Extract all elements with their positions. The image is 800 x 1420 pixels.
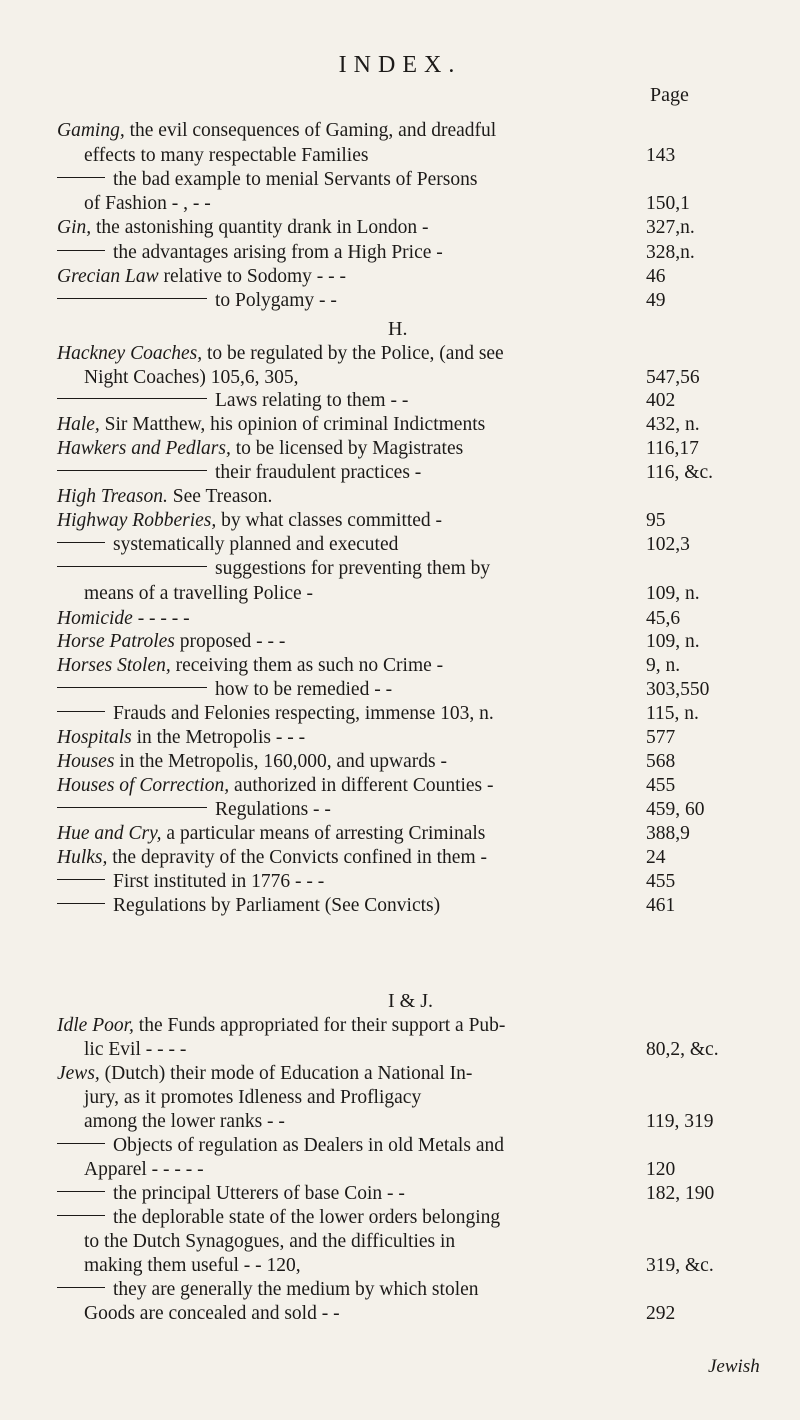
entry-text	[84, 1231, 455, 1253]
entry-description: the advantages arising from a High Price -	[113, 242, 443, 263]
index-entry	[57, 655, 780, 679]
entry-text	[57, 120, 496, 142]
entry-text	[57, 217, 429, 239]
entry-description: Laws relating to them - -	[215, 390, 409, 411]
section-heading: H.	[388, 318, 408, 340]
index-entry	[84, 1303, 780, 1327]
index-entry	[84, 367, 780, 391]
entry-description: the evil consequences of Gaming, and dreadful	[124, 120, 497, 141]
ditto-rule	[57, 566, 207, 567]
index-entry	[57, 1207, 780, 1231]
entry-description: Regulations - -	[215, 799, 331, 820]
entry-heading: Grecian Law	[57, 266, 159, 287]
entry-description: a particular means of arresting Criminals	[161, 823, 486, 844]
entry-description: the depravity of the Convicts confined in them -	[107, 847, 487, 868]
entry-heading: Hospitals	[57, 727, 132, 748]
page-reference: 80,2, &c.	[646, 1039, 719, 1060]
index-entry	[57, 1135, 780, 1159]
page-reference: 577	[646, 727, 676, 748]
entry-text	[84, 1111, 285, 1133]
index-entry	[84, 1159, 780, 1183]
page-reference: 46	[646, 266, 666, 287]
page-reference: 328,n.	[646, 242, 695, 263]
page-reference: 459, 60	[646, 799, 705, 820]
entry-description: the astonishing quantity drank in London -	[91, 217, 429, 238]
ditto-rule	[57, 542, 105, 543]
page-reference: 24	[646, 847, 666, 868]
entry-description: (Dutch) their mode of Education a National In-	[99, 1063, 473, 1084]
page-reference: 109, n.	[646, 583, 700, 604]
entry-text	[57, 847, 487, 869]
entry-text	[57, 558, 490, 580]
entry-text	[84, 1303, 340, 1325]
entry-text	[84, 1255, 301, 1277]
index-entry	[57, 751, 780, 775]
entry-heading: Hawkers and Pedlars,	[57, 438, 231, 459]
page-reference: 150,1	[646, 193, 690, 214]
entry-text	[57, 799, 331, 821]
page-reference: 143	[646, 145, 676, 166]
ditto-rule	[57, 687, 207, 688]
section-heading: I & J.	[388, 990, 433, 1012]
index-entry	[57, 558, 780, 582]
entry-text	[57, 727, 305, 749]
ditto-rule	[57, 903, 105, 904]
index-entry	[57, 242, 780, 266]
index-entry	[57, 390, 780, 414]
page-reference: 95	[646, 510, 666, 531]
entry-text	[84, 145, 368, 167]
entry-description: the principal Utterers of base Coin - -	[113, 1183, 405, 1204]
page-reference: 455	[646, 871, 676, 892]
entry-description: systematically planned and executed	[113, 534, 399, 555]
page-reference: 432, n.	[646, 414, 700, 435]
ditto-rule	[57, 1191, 105, 1192]
page-reference: 547,56	[646, 367, 700, 388]
entry-description: See Treason.	[167, 486, 273, 507]
index-entry	[57, 679, 780, 703]
entry-description: in the Metropolis, 160,000, and upwards -	[114, 751, 447, 772]
index-entry	[57, 510, 780, 534]
index-entry	[84, 1087, 780, 1111]
entry-description: Regulations by Parliament (See Convicts)	[113, 895, 441, 916]
entry-text	[57, 608, 190, 630]
entry-description: Frauds and Felonies respecting, immense 103, n.	[113, 703, 494, 724]
entry-description: among the lower ranks - -	[84, 1111, 285, 1132]
entry-description: by what classes committed -	[216, 510, 443, 531]
entry-text	[57, 390, 408, 412]
index-entry	[57, 414, 780, 438]
entry-description: Goods are concealed and sold - -	[84, 1303, 340, 1324]
index-entry	[57, 343, 780, 367]
entry-text	[57, 703, 494, 725]
entry-description: First instituted in 1776 - - -	[113, 871, 325, 892]
entry-description: the bad example to menial Servants of Persons	[113, 169, 478, 190]
entry-heading: Hackney Coaches,	[57, 343, 203, 364]
index-entry	[57, 775, 780, 799]
entry-description: of Fashion - , - -	[84, 193, 211, 214]
index-entry	[57, 823, 780, 847]
ditto-rule	[57, 470, 207, 471]
page-reference: 116, &c.	[646, 462, 713, 483]
index-entry	[57, 703, 780, 727]
entry-heading: Gin,	[57, 217, 92, 238]
index-entry	[84, 1039, 780, 1063]
entry-heading: Hale,	[57, 414, 100, 435]
entry-text	[57, 895, 440, 917]
entry-text	[57, 1183, 405, 1205]
entry-text	[57, 631, 285, 653]
entry-text	[57, 751, 447, 773]
entry-description: jury, as it promotes Idleness and Profligacy	[84, 1087, 422, 1108]
entry-text	[84, 1039, 186, 1061]
index-entry	[57, 486, 780, 510]
entry-description: the Funds appropriated for their support a Pub-	[133, 1015, 506, 1036]
entry-description: how to be remedied - -	[215, 679, 393, 700]
entry-text	[84, 583, 313, 605]
page-reference: 327,n.	[646, 217, 695, 238]
entry-description: to be licensed by Magistrates	[230, 438, 464, 459]
page-reference: 303,550	[646, 679, 710, 700]
index-entry	[57, 799, 780, 823]
entry-description: receiving them as such no Crime -	[170, 655, 444, 676]
entry-description: in the Metropolis - - -	[131, 727, 306, 748]
entry-heading: Jews,	[57, 1063, 100, 1084]
page-reference: 9, n.	[646, 655, 681, 676]
entry-text	[57, 169, 477, 191]
page-reference: 119, 319	[646, 1111, 714, 1132]
entry-text	[57, 823, 485, 845]
entry-description: suggestions for preventing them by	[215, 558, 491, 579]
entry-text	[57, 679, 392, 701]
index-entry	[57, 120, 780, 144]
catchword: Jewish	[708, 1356, 760, 1377]
index-entry	[57, 438, 780, 462]
page-reference: 49	[646, 290, 666, 311]
entry-description: their fraudulent practices -	[215, 462, 422, 483]
index-entry	[84, 1255, 780, 1279]
page-reference: 109, n.	[646, 631, 700, 652]
entry-text	[57, 343, 504, 365]
entry-description: Sir Matthew, his opinion of criminal Indictments	[99, 414, 486, 435]
entry-text	[57, 534, 398, 556]
entry-description: lic Evil - - - -	[84, 1039, 187, 1060]
page-reference: 568	[646, 751, 676, 772]
entry-description: proposed - - -	[174, 631, 286, 652]
index-entry	[57, 727, 780, 751]
index-entry	[57, 169, 780, 193]
ditto-rule	[57, 879, 105, 880]
index-entry	[57, 534, 780, 558]
entry-text	[57, 1135, 504, 1157]
index-entry	[57, 847, 780, 871]
entry-text	[57, 1063, 472, 1085]
entry-description: the deplorable state of the lower orders belonging	[113, 1207, 501, 1228]
index-entry	[84, 193, 780, 217]
entry-text	[57, 462, 421, 484]
index-entry	[57, 217, 780, 241]
ditto-rule	[57, 1287, 105, 1288]
entry-heading: Horses Stolen,	[57, 655, 171, 676]
entry-text	[57, 1279, 479, 1301]
entry-text	[57, 775, 494, 797]
entry-description: means of a travelling Police -	[84, 583, 314, 604]
index-entry	[57, 871, 780, 895]
ditto-rule	[57, 298, 207, 299]
entry-description: to the Dutch Synagogues, and the difficulties in	[84, 1231, 456, 1252]
page-column-label: Page	[650, 84, 689, 106]
entry-heading: Houses of Correction,	[57, 775, 230, 796]
entry-description: to be regulated by the Police, (and see	[202, 343, 504, 364]
index-entry	[84, 583, 780, 607]
entry-description: - - - - -	[132, 608, 190, 629]
entry-text	[84, 1087, 421, 1109]
index-entry	[57, 290, 780, 314]
entry-text	[84, 367, 298, 389]
entry-text	[57, 871, 324, 893]
entry-heading: Houses	[57, 751, 115, 772]
ditto-rule	[57, 1215, 105, 1216]
entry-text	[84, 193, 211, 215]
page-reference: 120	[646, 1159, 676, 1180]
entry-description: effects to many respectable Families	[84, 145, 369, 166]
entry-description: authorized in different Counties -	[229, 775, 494, 796]
entry-text	[57, 486, 272, 508]
page-reference: 461	[646, 895, 676, 916]
ditto-rule	[57, 1143, 105, 1144]
entry-text	[57, 1015, 505, 1037]
ditto-rule	[57, 711, 105, 712]
entry-description: Apparel - - - - -	[84, 1159, 204, 1180]
entry-heading: Hulks,	[57, 847, 108, 868]
page-reference: 319, &c.	[646, 1255, 714, 1276]
entry-text	[57, 510, 442, 532]
index-entry	[57, 1015, 780, 1039]
page-reference: 45,6	[646, 608, 681, 629]
entry-text	[84, 1159, 204, 1181]
ditto-rule	[57, 398, 207, 399]
entry-text	[57, 290, 337, 312]
page-reference: 402	[646, 390, 676, 411]
entry-description: Night Coaches) 105,6, 305,	[84, 367, 299, 388]
entry-text	[57, 438, 463, 460]
index-entry	[84, 145, 780, 169]
ditto-rule	[57, 177, 105, 178]
entry-heading: Hue and Cry,	[57, 823, 162, 844]
entry-description: making them useful - - 120,	[84, 1255, 301, 1276]
page-reference: 115, n.	[646, 703, 699, 724]
index-entry	[57, 462, 780, 486]
entry-description: to Polygamy - -	[215, 290, 337, 311]
entry-text	[57, 655, 443, 677]
index-entry	[57, 1183, 780, 1207]
entry-text	[57, 266, 346, 288]
ditto-rule	[57, 807, 207, 808]
page-reference: 182, 190	[646, 1183, 715, 1204]
entry-heading: Horse Patroles	[57, 631, 175, 652]
entry-text	[57, 1207, 500, 1229]
index-header: INDEX.	[338, 52, 462, 78]
page-reference: 292	[646, 1303, 676, 1324]
ditto-rule	[57, 250, 105, 251]
entry-text	[57, 414, 485, 436]
index-entry	[57, 895, 780, 919]
page-reference: 116,17	[646, 438, 699, 459]
entry-heading: Highway Robberies,	[57, 510, 217, 531]
entry-heading: Gaming,	[57, 120, 125, 141]
entry-description: Objects of regulation as Dealers in old Metals and	[113, 1135, 504, 1156]
index-entry	[84, 1111, 780, 1135]
entry-description: relative to Sodomy - - -	[158, 266, 347, 287]
index-entry	[57, 1279, 780, 1303]
entry-description: they are generally the medium by which stolen	[113, 1279, 479, 1300]
entry-text	[57, 242, 443, 264]
entry-heading: Idle Poor,	[57, 1015, 134, 1036]
page-reference: 102,3	[646, 534, 690, 555]
index-entry	[57, 1063, 780, 1087]
index-entry	[57, 266, 780, 290]
index-entry	[57, 608, 780, 632]
entry-heading: Homicide	[57, 608, 133, 629]
index-entry	[84, 1231, 780, 1255]
index-entry	[57, 631, 780, 655]
page-reference: 455	[646, 775, 676, 796]
page-reference: 388,9	[646, 823, 690, 844]
entry-heading: High Treason.	[57, 486, 168, 507]
